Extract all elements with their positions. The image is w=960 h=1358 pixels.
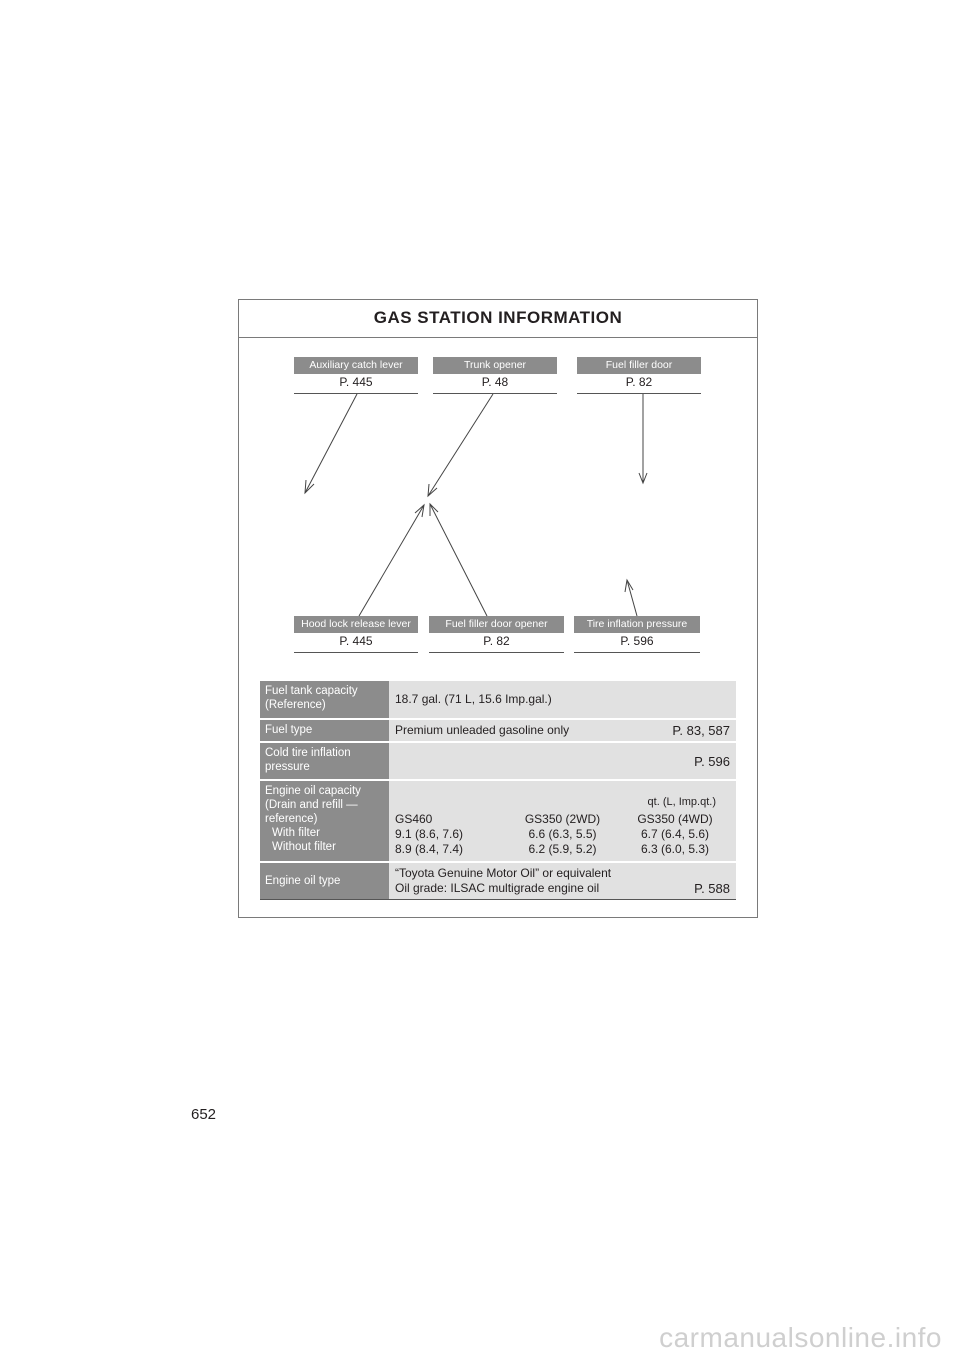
- header-line: pressure: [265, 761, 310, 773]
- arrow-tire-inflation: [627, 580, 637, 616]
- table-row-engine-oil-capacity: [260, 780, 736, 862]
- fuel-tank-capacity-value: 18.7 gal. (71 L, 15.6 Imp.gal.): [395, 692, 552, 706]
- callout-page-ref[interactable]: P. 48: [433, 374, 557, 394]
- header-line: (Drain and refill —: [265, 799, 358, 811]
- callout-label: Trunk opener: [433, 357, 557, 374]
- table-row-fuel-tank: [260, 681, 736, 719]
- header-line: Without filter: [272, 841, 336, 853]
- callout-label: Fuel filler door opener: [429, 616, 564, 633]
- arrowhead: [415, 505, 424, 517]
- row-value: [389, 681, 736, 719]
- arrowhead: [428, 484, 437, 496]
- page-number: 652: [191, 1106, 217, 1123]
- model-gs460: GS460: [395, 812, 433, 826]
- oil-with-filter-values: [395, 827, 730, 842]
- spec-table: [260, 681, 736, 900]
- oil-type-line: “Toyota Genuine Motor Oil” or equivalent: [395, 866, 612, 880]
- fuel-type-value: Premium unleaded gasoline only: [395, 723, 570, 737]
- table-row-engine-oil-type: [260, 862, 736, 900]
- arrow-hood-lock-release: [359, 505, 424, 616]
- header-line: Engine oil type: [265, 875, 341, 887]
- row-value: [389, 780, 736, 862]
- callout-label: Tire inflation pressure: [574, 616, 700, 633]
- row-header: [260, 780, 389, 862]
- header-line: (Reference): [265, 699, 326, 711]
- header-line: Fuel tank capacity: [265, 685, 358, 697]
- fuel-type-page-ref[interactable]: P. 83, 587: [672, 723, 730, 738]
- header-line: Fuel type: [265, 724, 313, 736]
- oil-model-headers: [395, 812, 730, 827]
- header-line: reference): [265, 813, 318, 825]
- callout-page-ref[interactable]: P. 82: [577, 374, 701, 394]
- arrow-fuel-filler-door-opener: [430, 504, 487, 616]
- oil-type-page-ref[interactable]: P. 588: [694, 881, 730, 896]
- arrow-auxiliary-catch-lever: [305, 394, 357, 493]
- callout-page-ref[interactable]: P. 445: [294, 374, 418, 394]
- model-gs350-2wd: GS350 (2WD): [524, 812, 601, 826]
- oil-capacity-unit: qt. (L, Imp.qt.): [647, 796, 716, 808]
- arrow-trunk-opener: [428, 394, 493, 496]
- oil-value: 9.1 (8.6, 7.6): [395, 827, 464, 841]
- callout-label: Fuel filler door: [577, 357, 701, 374]
- watermark: carmanualsonline.info: [659, 1322, 942, 1353]
- row-value: [389, 719, 736, 742]
- row-value: [389, 862, 736, 900]
- arrowhead: [305, 480, 314, 493]
- oil-value: 6.2 (5.9, 5.2): [528, 842, 597, 856]
- row-header: [260, 742, 389, 780]
- table-row-tire-pressure: [260, 742, 736, 780]
- oil-value: 6.6 (6.3, 5.5): [528, 827, 597, 841]
- row-header: [260, 862, 389, 900]
- callout-page-ref[interactable]: P. 596: [574, 633, 700, 653]
- table-row-fuel-type: [260, 719, 736, 742]
- model-gs350-4wd: GS350 (4WD): [637, 812, 713, 826]
- tire-pressure-page-ref[interactable]: P. 596: [694, 753, 730, 769]
- arrowhead: [430, 504, 438, 516]
- oil-value: 8.9 (8.4, 7.4): [395, 842, 464, 856]
- callout-label: Auxiliary catch lever: [294, 357, 418, 374]
- oil-without-filter-values: [395, 842, 730, 857]
- callout-page-ref[interactable]: P. 82: [429, 633, 564, 653]
- section-title: GAS STATION INFORMATION: [239, 300, 757, 338]
- row-value: [389, 742, 736, 780]
- row-header: [260, 719, 389, 742]
- oil-value: 6.7 (6.4, 5.6): [640, 827, 710, 841]
- row-header: [260, 681, 389, 719]
- header-line: Engine oil capacity: [265, 785, 361, 797]
- callout-label: Hood lock release lever: [294, 616, 418, 633]
- callout-page-ref[interactable]: P. 445: [294, 633, 418, 653]
- oil-grade-line: Oil grade: ILSAC multigrade engine oil: [395, 881, 600, 895]
- header-line: With filter: [272, 827, 320, 839]
- oil-value: 6.3 (6.0, 5.3): [640, 842, 710, 856]
- header-line: Cold tire inflation: [265, 747, 351, 759]
